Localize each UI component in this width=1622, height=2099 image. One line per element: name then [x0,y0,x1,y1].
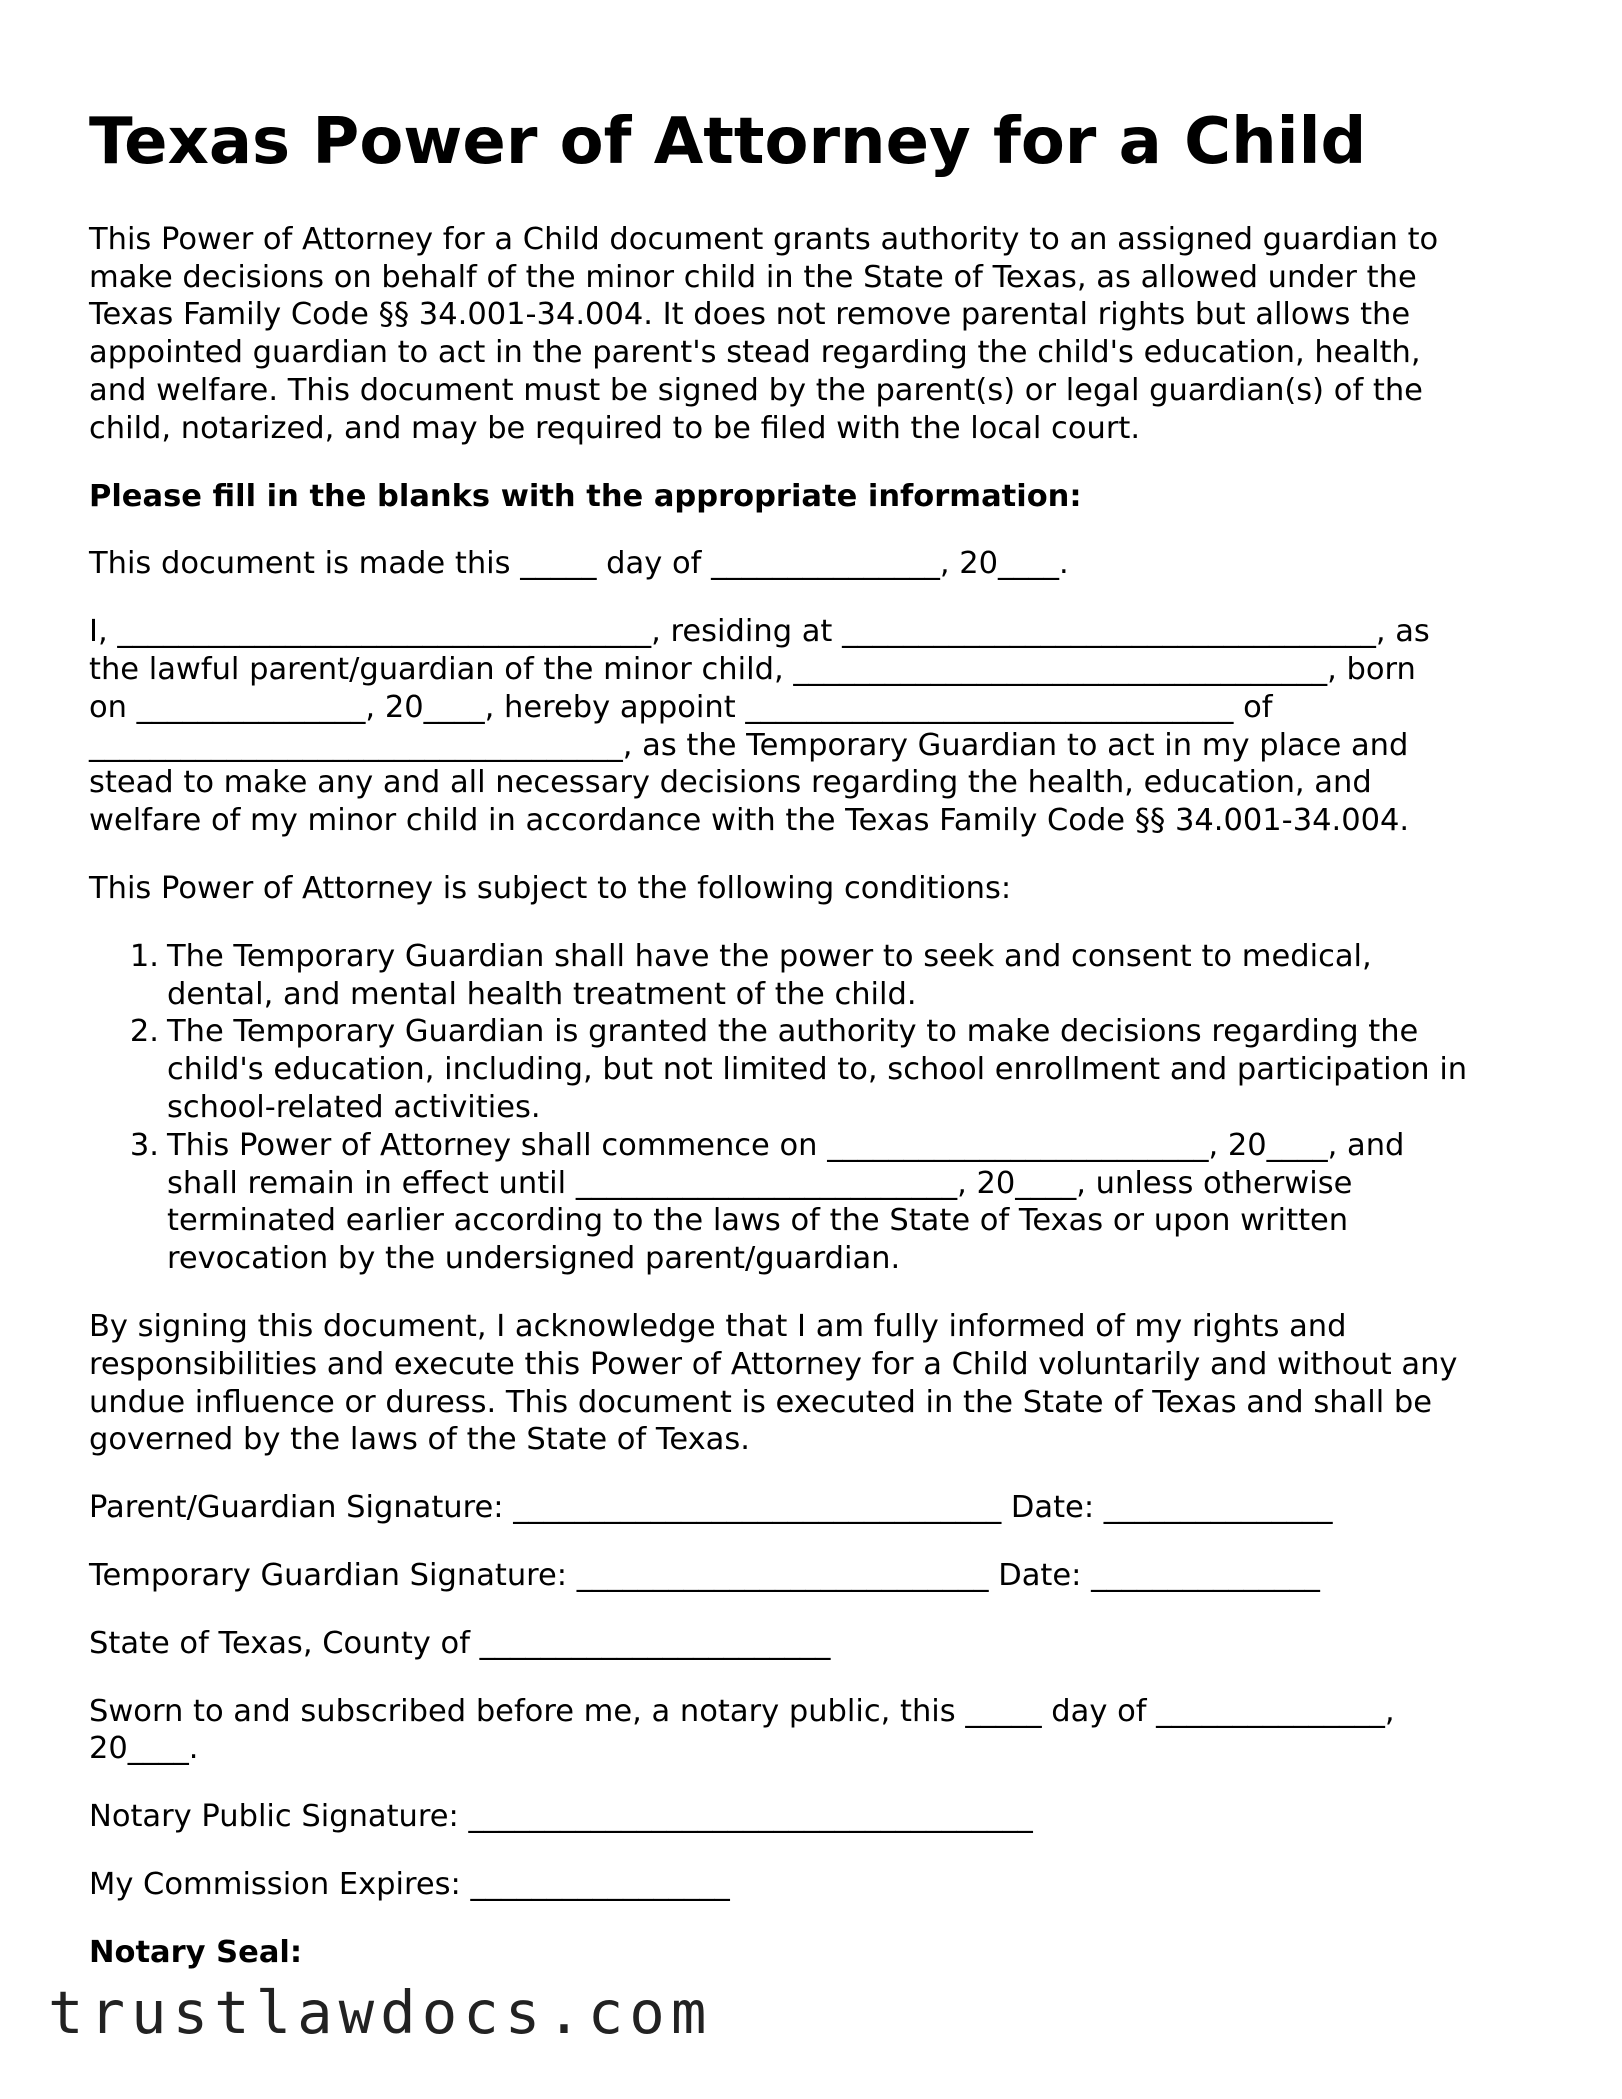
condition-text: This Power of Attorney shall commence on _________________________, 20____, and shall remain in effect until _________________________, 20____, unless otherwise terminated earlier according to the laws of the State of Texas or upon written revocation by the undersigned parent/guardian. [167,1127,1405,1277]
acknowledgment-paragraph: By signing this document, I acknowledge that I am fully informed of my rights and responsibilities and execute this Power of Attorney for a Child voluntarily and without any undue influence or duress. This document is executed in the State of Texas and shall be governed by the laws of the State of Texas. [89,1308,1458,1458]
condition-item [89,938,1529,1014]
condition-item [89,1013,1529,1126]
notary-signature-line: Notary Public Signature: _____________________________________ [89,1799,1033,1835]
intro-paragraph: This Power of Attorney for a Child document grants authority to an assigned guardian to make decisions on behalf of the minor child in the State of Texas, as allowed under the Texas Family Code §§ 34.001-34.004. It does not remove parental rights but allows the appointed guardian to act in the parent's stead regarding the child's education, health, and welfare. This document must be signed by the parent(s) or legal guardian(s) of the child, notarized, and may be required to be filed with the local court. [89,221,1439,446]
commission-expires-line: My Commission Expires: _________________ [89,1866,730,1902]
guardian-signature-line: Temporary Guardian Signature: ___________________________ Date: _______________ [89,1557,1320,1593]
conditions-intro: This Power of Attorney is subject to the following conditions: [89,870,1012,906]
notary-seal-label: Notary Seal: [89,1934,303,1970]
conditions-list [89,938,1529,1278]
appointment-paragraph: I, ___________________________________, residing at ___________________________________, as the lawful parent/guardian of the minor child, ___________________________________, born on _______________, 20____, hereby appoint ________________________________ of ___________________________________, as the Temporary Guardian to act in my place and stead to make any and all necessary decisions regarding the health, education, and welfare of my minor child in accordance with the Texas Family Code §§ 34.001-34.004. [89,614,1430,839]
instruction-text: Please fill in the blanks with the appropriate information: [89,478,1082,514]
condition-number: 3. [129,1127,159,1163]
condition-item [89,1127,1529,1278]
condition-number: 2. [129,1014,159,1050]
document-page [89,104,1529,1971]
county-line: State of Texas, County of _______________________ [89,1625,831,1661]
condition-number: 1. [129,938,159,974]
date-line: This document is made this _____ day of _______________, 20____. [89,546,1069,582]
condition-text: The Temporary Guardian shall have the power to seek and consent to medical, dental, and mental health treatment of the child. [167,938,1372,1012]
document-title: Texas Power of Attorney for a Child [89,105,1367,179]
parent-signature-line: Parent/Guardian Signature: ________________________________ Date: _______________ [89,1490,1333,1526]
watermark: trustlawdocs.com [48,1978,713,2047]
condition-text: The Temporary Guardian is granted the authority to make decisions regarding the child's education, including, but not limited to, school enrollment and participation in school-related activities. [167,1014,1468,1125]
sworn-line: Sworn to and subscribed before me, a notary public, this _____ day of _______________, 20____. [89,1693,1395,1767]
